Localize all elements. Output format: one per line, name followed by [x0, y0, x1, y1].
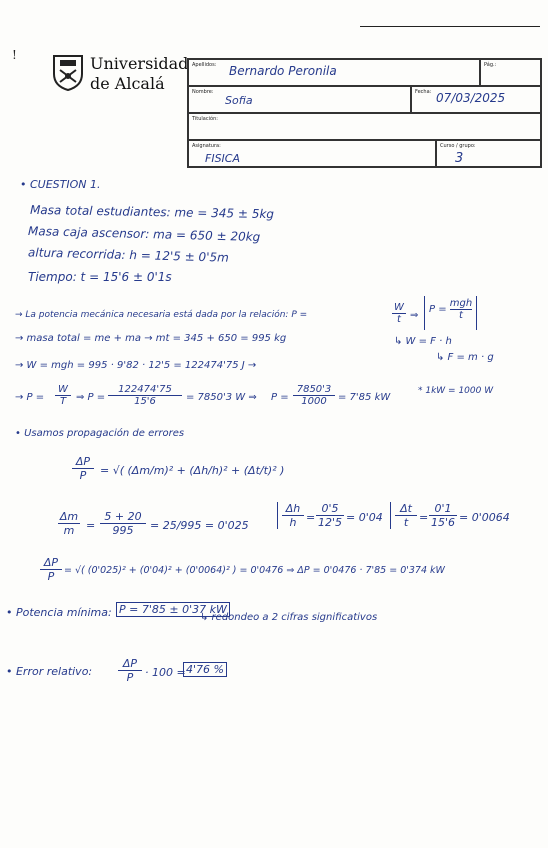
- rel-error-lhs-den: P: [79, 469, 87, 482]
- university-crest-icon: [50, 52, 86, 92]
- power-value-den: 15'6: [134, 396, 156, 407]
- dt-frac-num: Δt: [395, 502, 417, 516]
- rounding-note: ↳ redondeo a 2 cifras significativos: [200, 612, 378, 623]
- asignatura-cell: [188, 140, 436, 167]
- rel-error-result: 4'76 %: [183, 662, 227, 677]
- rel-error-lhs-num: ΔP: [72, 455, 94, 469]
- dt-equals: =: [419, 511, 429, 524]
- power-kw-result: = 7'85 kW: [338, 392, 391, 403]
- power-relation-text: → La potencia mecánica necesaria está dada por la relación: P =: [15, 310, 308, 320]
- curso-label: Curso / grupo:: [440, 143, 476, 149]
- force-def: ↳ F = m · g: [436, 352, 494, 363]
- dm-value-num: 5 + 20: [100, 510, 146, 524]
- nombre-value: Sofia: [225, 94, 253, 107]
- kw-conversion-note: * 1kW = 1000 W: [418, 386, 494, 396]
- power-kw-prefix: P =: [271, 392, 289, 403]
- apellidos-value: Bernardo Peronila: [229, 64, 337, 78]
- power-frac-num: W: [392, 302, 406, 314]
- work-calc-line: → W = mgh = 995 · 9'82 · 12'5 = 122474'75 J →: [15, 360, 257, 371]
- power-kw-den: 1000: [301, 396, 327, 407]
- final-rel-num: ΔP: [40, 556, 62, 570]
- dm-result: = 25/995 = 0'025: [150, 519, 249, 532]
- power-calc-den: T: [59, 396, 67, 407]
- dm-frac-den: m: [63, 524, 75, 537]
- rel-error-times: · 100 =: [145, 666, 186, 679]
- implies-arrow: ⇒: [410, 310, 419, 321]
- final-error-calc: = √( (0'025)² + (0'04)² + (0'0064)² ) = 0'0476 ⇒ ΔP = 0'0476 · 7'85 = 0'374 kW: [64, 565, 445, 576]
- dh-equals: =: [306, 511, 316, 524]
- data-tiempo: Tiempo: t = 15'6 ± 0'1s: [28, 270, 172, 284]
- power-calc-prefix: → P =: [15, 392, 45, 403]
- min-power-result: P = 7'85 ± 0'37 kW: [116, 602, 230, 617]
- titulacion-cell: [188, 113, 541, 140]
- power-kw-num: 7850'3: [293, 384, 335, 396]
- fecha-value: 07/03/2025: [436, 91, 506, 105]
- power-calc-implies: ⇒ P =: [76, 392, 106, 403]
- university-name-line2: de Alcalá: [90, 74, 165, 93]
- asignatura-value: FISICA: [205, 152, 241, 165]
- data-masa-caja: Masa caja ascensor: ma = 650 ± 20kg: [27, 223, 261, 245]
- pag-label: Pág.:: [484, 62, 497, 68]
- power-formula-den: t: [459, 310, 463, 321]
- nombre-cell: [188, 86, 411, 113]
- header-form: [187, 58, 542, 168]
- power-value-num: 122474'75: [108, 384, 182, 396]
- dm-value-den: 995: [112, 524, 134, 537]
- work-def: ↳ W = F · h: [394, 336, 452, 347]
- university-name-line1: Universidad: [90, 54, 189, 73]
- dm-equals: =: [86, 519, 96, 532]
- dt-frac-den: t: [403, 516, 409, 529]
- final-rel-den: P: [47, 570, 55, 583]
- power-formula-num: mgh: [449, 298, 473, 309]
- asignatura-label: Asignatura:: [192, 143, 221, 149]
- apellidos-label: Apellidos:: [192, 62, 217, 68]
- apellidos-cell: [188, 59, 480, 86]
- curso-cell: [436, 140, 541, 167]
- dt-value-den: 15'6: [430, 516, 456, 529]
- dh-result: = 0'04: [346, 511, 383, 524]
- titulacion-label: Titulación:: [192, 116, 218, 122]
- dh-value-den: 12'5: [317, 516, 343, 529]
- margin-marks: !: [12, 48, 17, 62]
- min-power-label: • Potencia mínima:: [6, 606, 112, 619]
- question-heading: • CUESTION 1.: [20, 178, 101, 191]
- dt-value-num: 0'1: [429, 502, 457, 516]
- power-formula-bracket: [424, 296, 477, 330]
- data-altura: altura recorrida: h = 12'5 ± 0'5m: [27, 245, 229, 265]
- dh-value-num: 0'5: [316, 502, 344, 516]
- dh-frac-num: Δh: [282, 502, 304, 516]
- power-frac-den: t: [397, 314, 401, 325]
- curso-value: 3: [455, 151, 464, 166]
- fecha-cell: [411, 86, 541, 113]
- data-masa-estudiantes: Masa total estudiantes: me = 345 ± 5kg: [29, 202, 275, 222]
- total-mass-line: → masa total = me + ma → mt = 345 + 650 = 995 kg: [15, 333, 287, 344]
- fecha-label: Fecha:: [415, 89, 432, 95]
- power-value-result: = 7850'3 W ⇒: [186, 392, 257, 403]
- top-rule: [360, 26, 540, 27]
- power-formula-lhs: P =: [429, 304, 447, 315]
- pag-cell: [480, 59, 541, 86]
- power-calc-num: W: [55, 384, 71, 396]
- rel-error-final-num: ΔP: [118, 657, 142, 671]
- dm-frac-num: Δm: [59, 510, 79, 523]
- rel-error-final-den: P: [126, 671, 134, 684]
- rel-error-label: • Error relativo:: [6, 665, 93, 678]
- dh-frac-den: h: [289, 516, 297, 529]
- error-propagation-heading: • Usamos propagación de errores: [15, 428, 185, 439]
- dt-result: = 0'0064: [459, 511, 510, 524]
- rel-error-formula: = √( (Δm/m)² + (Δh/h)² + (Δt/t)² ): [100, 464, 285, 477]
- nombre-label: Nombre:: [192, 89, 214, 95]
